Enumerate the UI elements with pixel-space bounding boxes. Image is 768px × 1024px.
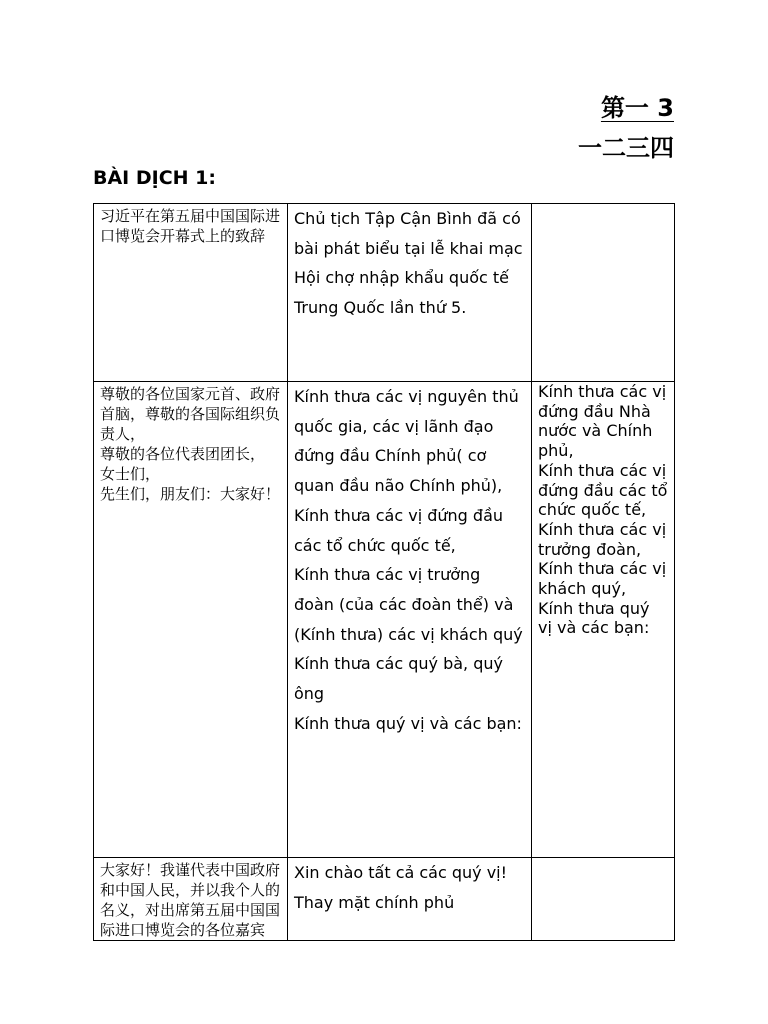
- translation-cell: [288, 858, 532, 941]
- translation-cell: [288, 204, 532, 382]
- source-text: 尊敬的各位国家元首、政府首脑，尊敬的各国际组织负责人， 尊敬的各位代表团团长， 女士们， 先生们，朋友们：大家好！: [100, 385, 281, 503]
- source-cell: [94, 382, 288, 858]
- translation-text: Chủ tịch Tập Cận Bình đã có bài phát biểu tại lễ khai mạc Hội chợ nhập khẩu quốc tế Trung Quốc lần thứ 5.: [294, 209, 523, 318]
- table-row: [94, 382, 675, 858]
- source-cell: [94, 858, 288, 941]
- table-row: [94, 858, 675, 941]
- translation-table: [93, 203, 675, 941]
- source-text: 习近平在第五届中国国际进口博览会开幕式上的致辞: [100, 207, 281, 245]
- translation-cell: [288, 382, 532, 858]
- alternative-text: Kính thưa các vị đứng đầu Nhà nước và Chính phủ, Kính thưa các vị đứng đầu các tổ chức quốc tế, Kính thưa các vị trưởng đoàn, Kính thưa các vị khách quý, Kính thưa quý vị và các bạn:: [538, 382, 668, 638]
- source-cell: [94, 204, 288, 382]
- alternative-cell: [532, 382, 675, 858]
- alternative-cell: [532, 858, 675, 941]
- translation-text: Xin chào tất cả các quý vị! Thay mặt chính phủ: [294, 863, 508, 912]
- translation-text: Kính thưa các vị nguyên thủ quốc gia, các vị lãnh đạo đứng đầu Chính phủ( cơ quan đầu não Chính phủ), Kính thưa các vị đứng đầu các tổ chức quốc tế, Kính thưa các vị trưởng đoàn (của các đoàn thể) và (Kính thưa) các vị khách quý Kính thưa các quý bà, quý ông Kính thưa quý vị và các bạn:: [294, 387, 523, 733]
- section-heading: BÀI DỊCH 1:: [93, 167, 216, 189]
- table-row: [94, 204, 675, 382]
- lesson-number: 第一 3: [600, 94, 674, 122]
- source-text: 大家好！我谨代表中国政府和中国人民，并以我个人的名义，对出席第五届中国国际进口博览会的各位嘉宾: [100, 861, 281, 939]
- alternative-cell: [532, 204, 675, 382]
- lesson-subtitle: 一二三四: [578, 134, 674, 162]
